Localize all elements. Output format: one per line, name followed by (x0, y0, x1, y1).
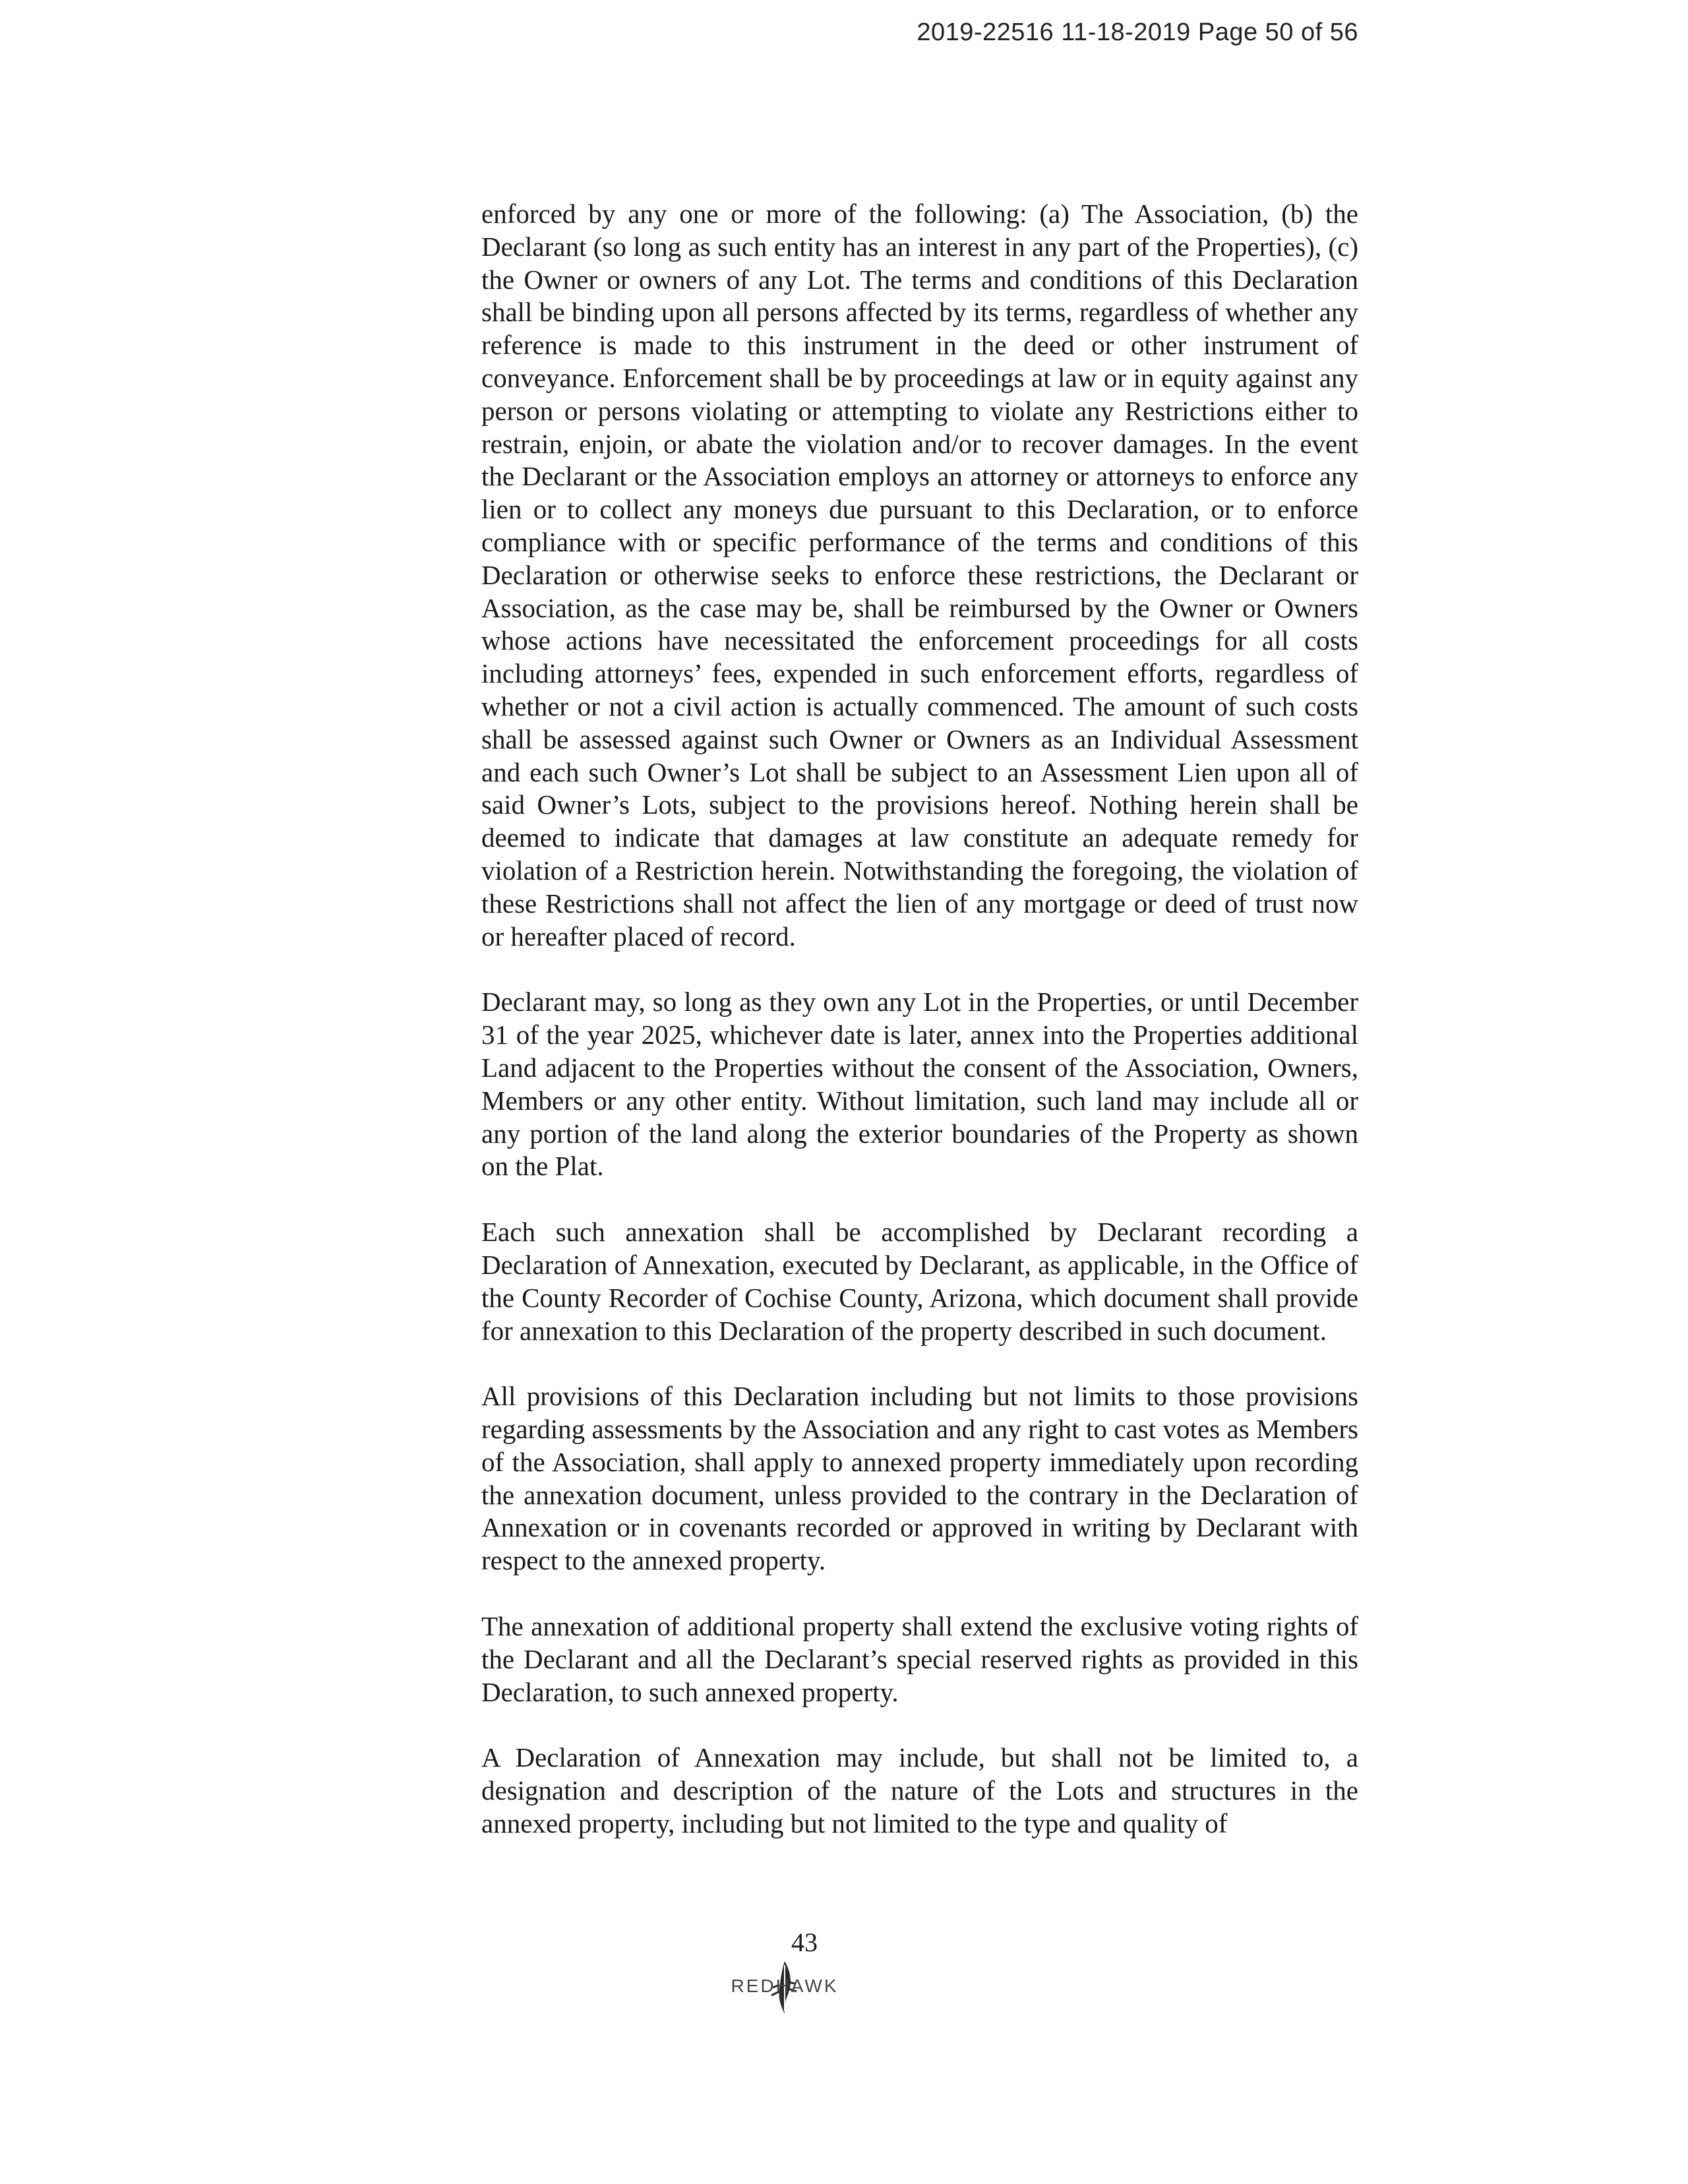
paragraph-annexation-provisions: All provisions of this Declaration including but not limits to those provisions regarding assessments by the Association and any right to cast votes as Members of the Association, shall apply to annexed property immediately upon recording the annexation document, unless provided to the contrary in the Declaration of Annexation or in covenants recorded or approved in writing by Declarant with respect to the annexed property. (481, 1381, 1358, 1576)
document-body (481, 198, 1358, 1840)
recording-stamp: 2019-22516 11-18-2019 Page 50 of 56 (917, 18, 1358, 46)
paragraph-declaration-contents: A Declaration of Annexation may include, but shall not be limited to, a designation and description of the nature of the Lots and structures in the annexed property, including but not limited to the type and quality of (481, 1742, 1358, 1839)
redhawk-logo (706, 1958, 864, 2018)
paragraph-voting-rights: The annexation of additional property shall extend the exclusive voting rights of the Declarant and all the Declarant’s special reserved rights as provided in this Declaration, to such annexed property. (481, 1611, 1358, 1707)
paragraph-annexation-procedure: Each such annexation shall be accomplished by Declarant recording a Declaration of Annexation, executed by Declarant, as applicable, in the Office of the County Recorder of Cochise County, Arizona, which document shall provide for annexation to this Declaration of the property described in such document. (481, 1217, 1358, 1346)
paragraph-enforcement: enforced by any one or more of the following: (a) The Association, (b) the Declarant (so long as such entity has an interest in any part of the Properties), (c) the Owner or owners of any Lot. The terms and conditions of this Declaration shall be binding upon all persons affected by its terms, regardless of whether any reference is made to this instrument in the deed or other instrument of conveyance. Enforcement shall be by proceedings at law or in equity against any person or persons violating or attempting to violate any Restrictions either to restrain, enjoin, or abate the violation and/or to recover damages. In the event the Declarant or the Association employs an attorney or attorneys to enforce any lien or to collect any moneys due pursuant to this Declaration, or to enforce compliance with or specific performance of the terms and conditions of this Declaration or otherwise seeks to enforce these restrictions, the Declarant or Association, as the case may be, shall be reimbursed by the Owner or Owners whose actions have necessitated the enforcement proceedings for all costs including attorneys’ fees, expended in such enforcement efforts, regardless of whether or not a civil action is actually commenced. The amount of such costs shall be assessed against such Owner or Owners as an Individual Assessment and each such Owner’s Lot shall be subject to an Assessment Lien upon all of said Owner’s Lots, subject to the provisions hereof. Nothing herein shall be deemed to indicate that damages at law constitute an adequate remedy for violation of a Restriction herein. Notwithstanding the foregoing, the violation of these Restrictions shall not affect the lien of any mortgage or deed of trust now or hereafter placed of record. (481, 198, 1358, 952)
page-number: 43 (791, 1927, 818, 1957)
paragraph-annexation-right: Declarant may, so long as they own any Lot in the Properties, or until December 31 of the year 2025, whichever date is later, annex into the Properties additional Land adjacent to the Properties without the consent of the Association, Owners, Members or any other entity. Without limitation, such land may include all or any portion of the land along the exterior boundaries of the Property as shown on the Plat. (481, 986, 1358, 1182)
logo-wordmark: REDHAWK (731, 1976, 839, 1996)
